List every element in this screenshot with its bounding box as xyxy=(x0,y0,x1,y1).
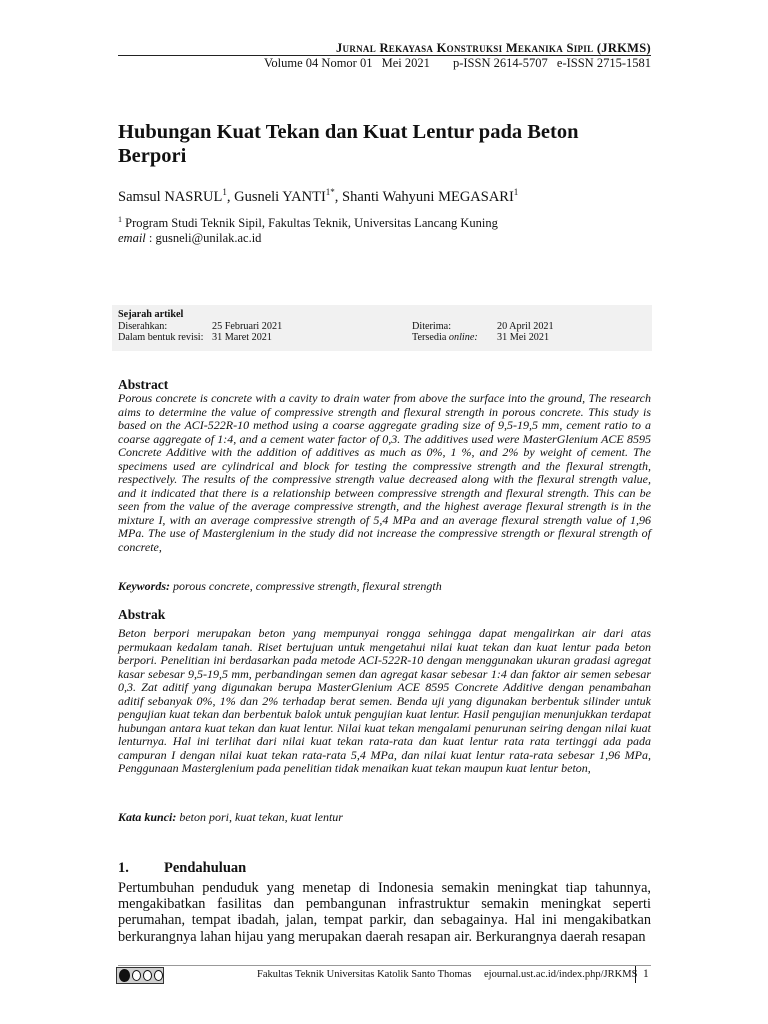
abstract-text: Porous concrete is concrete with a cavity to drain water from above the surface into the ground, The research aims to determine the value of compressive strength and flexural strength in porous concrete. This study is based on the ACI-522R-10 method using a coarse aggregate grading size of 9,5-19,5 mm, cement ratio to a coarse aggregate of 1:4, and a cement water factor of 0,3. The additives used were MasterGlenium ACE 8595 Concrete Additive with the addition of additives as much as 0%, 1 %, and 2% by weight of cement. The specimens used are cylindrical and block for testing the compressive strength and the flexural strength, respectively. The results of the compressive strength value decreased along with the flexural strength value, and it indicated that there is a relationship between compressive strength and flexural strength. This can be seen from the value of the average compressive strength, and the highest average flexural strength is in the mixture I, with an average compressive strength of 5,4 MPa and an average flexural strength value of 1,96 MPa. The use of Masterglenium in the study did not increase the compressive strength or flexural strength of concrete, xyxy=(118,391,651,554)
email-label: email xyxy=(118,231,146,246)
nc-icon xyxy=(143,970,152,981)
abstract-heading: Abstract xyxy=(118,377,169,392)
keywords: porous concrete, compressive strength, flexural strength xyxy=(173,579,442,593)
section-heading-introduction xyxy=(118,860,246,877)
by-icon xyxy=(132,970,141,981)
journal-name: Jurnal Rekayasa Konstruksi Mekanika Sipil (JRKMS) xyxy=(335,41,651,55)
author-name: Samsul NASRUL xyxy=(118,188,223,205)
kata-kunci-label: Kata kunci: xyxy=(118,810,177,824)
abstrak-text: Beton berpori merupakan beton yang mempunyai rongga sehingga dapat mengalirkan air dari atas permukaan kedalam tanah. Riset bertujuan untuk mengetahui nilai kuat tekan dan kuat lentur pada beton berpori. Penelitian ini berdasarkan pada metode ACI-522R-10 dengan menggunakan ukuran gradasi agregat kasar sebesar 9,5-19,5 mm, perbandingan semen dan agregat kasar sebesar 1:4 dan faktor air semen sebesar 0,3. Zat aditif yang digunakan berupa MasterGlenium ACE 8595 Concrete Additive dengan penambahan aditif sebanyak 0%, 1% dan 2% terhadap berat semen. Benda uji yang digunakan berbentuk silinder untuk pengujian kuat tekan dan berbentuk balok untuk pengujian kuat lentur. Hasil pengujian menunjukkan terdapat hubungan antara kuat tekan dan kuat lentur. Nilai kuat tekan mengalami penurunan seiring dengan nilai kuat lenturnya. Hal ini terlihat dari nilai kuat tekan rata-rata dan kuat lentur rata rata tertinggi ada pada campuran I dengan nilai kuat tekan rata-rata 5,4 MPa, dan nilai kuat lentur rata-rata sebesar 1,96 MPa, Penggunaan Masterglenium pada penelitian tidak menaikan kuat tekan maupun kuat lentur beton, xyxy=(118,626,651,775)
kata-kunci-line xyxy=(118,810,343,825)
author-name: Shanti Wahyuni MEGASARI xyxy=(342,188,514,205)
revised-label: Dalam bentuk revisi: xyxy=(118,332,204,343)
online-label: Tersedia online: xyxy=(412,332,478,343)
creative-commons-license-icon xyxy=(116,967,164,984)
print-issn: p-ISSN 2614-5707 xyxy=(452,56,548,70)
footer-divider xyxy=(635,966,636,983)
footer-institution: Fakultas Teknik Universitas Katolik Santo Thomas xyxy=(257,969,472,980)
keywords-label: Keywords: xyxy=(118,579,170,593)
revised-date: 31 Maret 2021 xyxy=(212,332,272,343)
affiliation-block xyxy=(118,212,498,246)
electronic-issn: e-ISSN 2715-1581 xyxy=(556,56,651,70)
page-number: 1 xyxy=(643,968,649,980)
article-title: Hubungan Kuat Tekan dan Kuat Lentur pada Beton Berpori xyxy=(118,121,579,167)
online-date: 31 Mei 2021 xyxy=(497,332,550,343)
footer-rule xyxy=(118,965,651,966)
article-history-title: Sejarah artikel xyxy=(118,309,184,320)
author-superscript: 1 xyxy=(222,187,227,197)
submitted-date: 25 Februari 2021 xyxy=(212,321,283,332)
footer-url[interactable]: ejournal.ust.ac.id/index.php/JRKMS xyxy=(484,969,638,980)
author-superscript: 1 xyxy=(513,187,519,197)
affiliation: Program Studi Teknik Sipil, Fakultas Teknik, Universitas Lancang Kuning xyxy=(125,216,498,231)
volume-number: Volume 04 Nomor 01 xyxy=(264,56,373,70)
article-history-box xyxy=(112,305,652,351)
accepted-date: 20 April 2021 xyxy=(497,321,554,332)
author-superscript: 1* xyxy=(325,187,335,197)
keywords-line xyxy=(118,579,442,594)
author-name: Gusneli YANTI xyxy=(234,188,326,205)
section-title: Pendahuluan xyxy=(164,860,247,876)
introduction-paragraph: Pertumbuhan penduduk yang menetap di Indonesia semakin meningkat tiap tahunnya, mengakibatkan fasilitas dan pembangunan infrastruktur semakin meningkat seperti perumahan, tempat ibadah, jalan, tempat parkir, dan sebagainya. Hal ini mengakibatkan berkurangnya lahan hijau yang merupakan daerah resapan air. Berkurangnya daerah resapan xyxy=(118,880,651,945)
affiliation-superscript: 1 xyxy=(118,215,122,224)
abstrak-heading: Abstrak xyxy=(118,607,166,622)
author-list: Samsul NASRUL$^1$, Gusneli $YANTI^{1*}$, Shanti Wahyuni MEGASARI$^1$ xyxy=(118,187,519,205)
submitted-label: Diserahkan: xyxy=(118,321,168,332)
accepted-label: Diterima: xyxy=(412,321,452,332)
volume-line xyxy=(258,56,651,71)
issue-date: Mei 2021 xyxy=(381,56,430,70)
section-number: 1. xyxy=(118,860,129,876)
cc-icon xyxy=(119,969,130,982)
kata-kunci: beton pori, kuat tekan, kuat lentur xyxy=(179,810,343,824)
email-address[interactable]: : gusneli@unilak.ac.id xyxy=(148,231,262,246)
sa-icon xyxy=(154,970,163,981)
